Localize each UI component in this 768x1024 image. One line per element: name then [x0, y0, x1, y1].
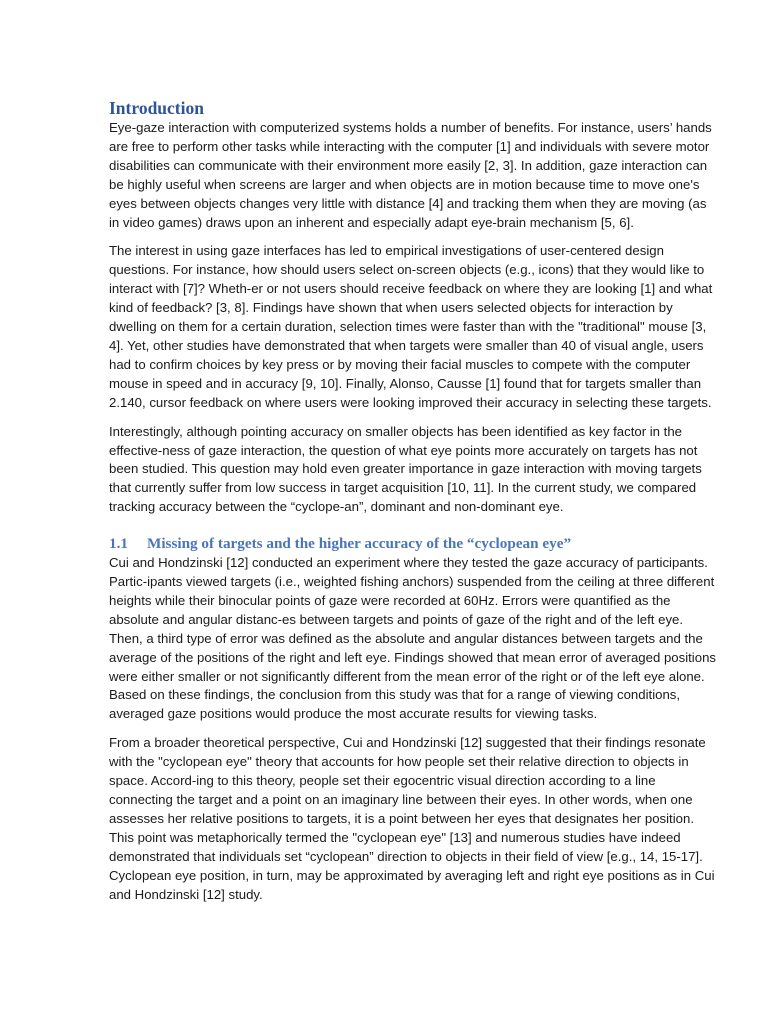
subsection-title: Missing of targets and the higher accuracy of the “cyclopean eye” — [147, 535, 572, 553]
intro-paragraph: The interest in using gaze interfaces has led to empirical investigations of user-centered design questions. For instance, how should users select on-screen objects (e.g., icons) that they would like to interact with [7]? Wheth-er or not users should receive feedback on where they are looking [1] and what kind of feedback? [3, 8]. Findings have shown that when users selected objects for interaction by dwelling on them for a certain duration, selection times were faster than with the "traditional" mouse [3, 4]. Yet, other studies have demonstrated that when targets were smaller than 40 of visual angle, users had to confirm choices by key press or by moving their facial muscles to compete with the computer mouse in speed and in accuracy [9, 10]. Finally, Alonso, Causse [1] found that for targets smaller than 2.140, cursor feedback on where users were looking improved their accuracy in selecting these targets. — [109, 243, 713, 410]
section-heading-introduction: Introduction — [109, 98, 204, 118]
intro-paragraph: Interestingly, although pointing accuracy on smaller objects has been identified as key factor in the effective-ness of gaze interaction, the question of what eye points more accurately on targets has not been studied. This question may hold even greater importance in gaze interaction with moving targets that currently suffer from low success in target acquisition [10, 11]. In the current study, we compared tracking accuracy between the “cyclope-an”, dominant and non-dominant eye. — [109, 423, 702, 515]
subsection-number: 1.1 — [109, 535, 128, 553]
intro-paragraph: Eye-gaze interaction with computerized systems holds a number of benefits. For instance, users’ hands are free to perform other tasks while interacting with the computer [1] and individuals with severe motor disabilities can communicate with their environment more easily [2, 3]. In addition, gaze interaction can be highly useful when screens are larger and when objects are in motion because time to move one's eyes between objects changes very little with distance [4] and tracking them when they are moving (as in video games) draws upon an inherent and especially adapt eye-brain mechanism [5, 6]. — [109, 120, 712, 230]
subsection-heading-1-1 — [109, 534, 716, 554]
section-paragraph: From a broader theoretical perspective, Cui and Hondzinski [12] suggested that their findings resonate with the "cyclopean eye" theory that accounts for how people set their relative direction to objects in space. Accord-ing to this theory, people set their egocentric visual direction according to a line connecting the target and a point on an imaginary line between their eyes. In other words, when one assesses her relative positions to targets, it is a point between her eyes that designates her position. This point was metaphorically termed the "cyclopean eye" [13] and numerous studies have indeed demonstrated that individuals set “cyclopean” direction to objects in their field of view [e.g., 14, 15-17]. Cyclopean eye position, in turn, may be approximated by averaging left and right eye positions as in Cui and Hondzinski [12] study. — [109, 735, 715, 902]
section-paragraph: Cui and Hondzinski [12] conducted an experiment where they tested the gaze accuracy of participants. Partic-ipants viewed targets (i.e., weighted fishing anchors) suspended from the ceiling at three different heights while their binocular points of gaze were recorded at 60Hz. Errors were quantified as the absolute and angular distanc-es between targets and points of gaze of the right and of the left eye. Then, a third type of error was defined as the absolute and angular distances between targets and the average of the positions of the right and left eye. Findings showed that mean error of averaged positions were either smaller or not significantly different from the mean error of the right or of the left eye alone. Based on these findings, the conclusion from this study was that for a range of viewing conditions, averaged gaze positions would produce the most accurate results for viewing tasks. — [109, 555, 716, 722]
section-spacer — [109, 527, 716, 534]
document-body — [109, 97, 716, 904]
